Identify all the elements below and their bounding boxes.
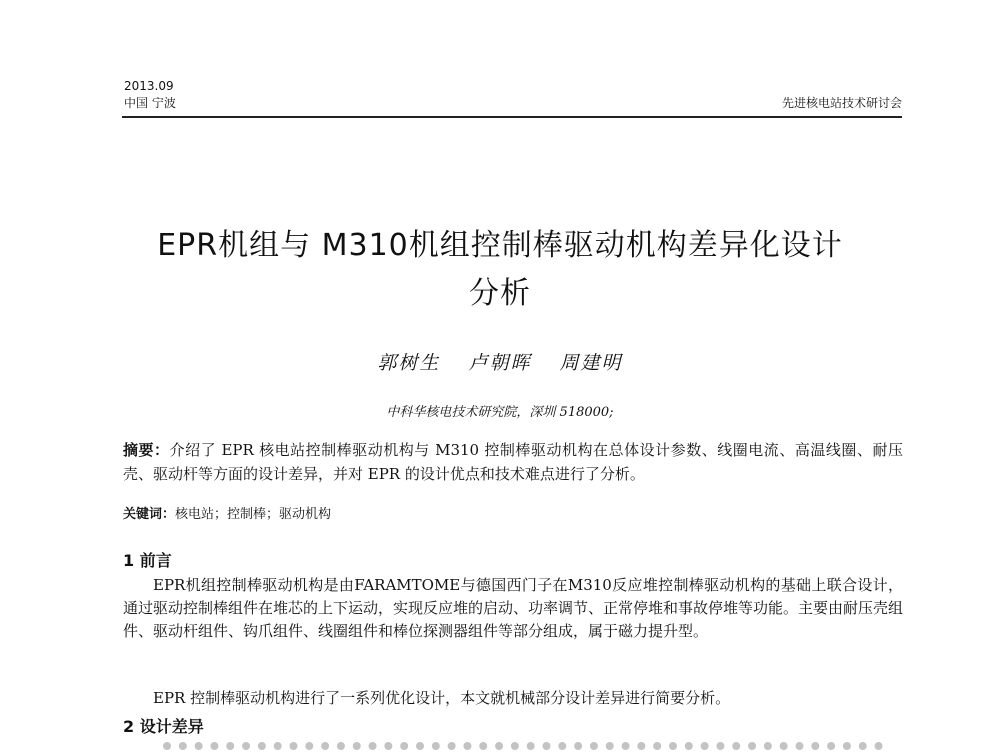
keywords-text: 核电站；控制棒；驱动机构 (175, 507, 332, 522)
keywords (123, 505, 903, 525)
keywords-label: 关键词： (123, 507, 176, 522)
section-heading: 2 设计差异 (123, 717, 204, 736)
abstract-label: 摘要： (123, 441, 170, 459)
header-rule (122, 116, 902, 118)
author-name: 卢朝晖 (468, 352, 532, 374)
header-date: 2013.09 (124, 79, 174, 93)
author-list (100, 348, 900, 375)
affiliation: 中科华核电技术研究院，深圳 518000; (386, 405, 614, 420)
header-location: 中国 宁波 (124, 96, 176, 110)
paper-title (100, 222, 900, 318)
abstract-text: 介绍了 EPR 核电站控制棒驱动机构与 M310 控制棒驱动机构在总体设计参数、线圈电流、高温线圈、耐压壳、驱动杆等方面的设计差异，并对 EPR 的设计优点和技术难点进行了分析。 (123, 441, 903, 483)
author-name: 周建明 (559, 352, 623, 374)
abstract (123, 438, 903, 486)
header-conference: 先进核电站技术研讨会 (781, 96, 902, 110)
title-line-1: EPR机组与 M310机组控制棒驱动机构差异化设计 (157, 228, 843, 263)
section-heading: 1 前言 (123, 551, 172, 570)
title-line-2: 分析 (469, 276, 531, 311)
body-paragraph: EPR机组控制棒驱动机构是由FARAMTOME与德国西门子在M310反应堆控制棒驱动机构的基础上联合设计，通过驱动控制棒组件在堆芯的上下运动，实现反应堆的启动、功率调节、正常停堆和事故停堆等功能。主要由耐压壳组件、驱动杆组件、钩爪组件、线圈组件和棒位探测器组件等部分组成，属于磁力提升型。 (123, 576, 904, 640)
running-header-left (124, 78, 176, 112)
body-paragraph: EPR 控制棒驱动机构进行了一系列优化设计，本文就机械部分设计差异进行简要分析。 (153, 689, 731, 707)
author-name: 郭树生 (377, 352, 441, 374)
cut-off-text-line (123, 742, 903, 752)
